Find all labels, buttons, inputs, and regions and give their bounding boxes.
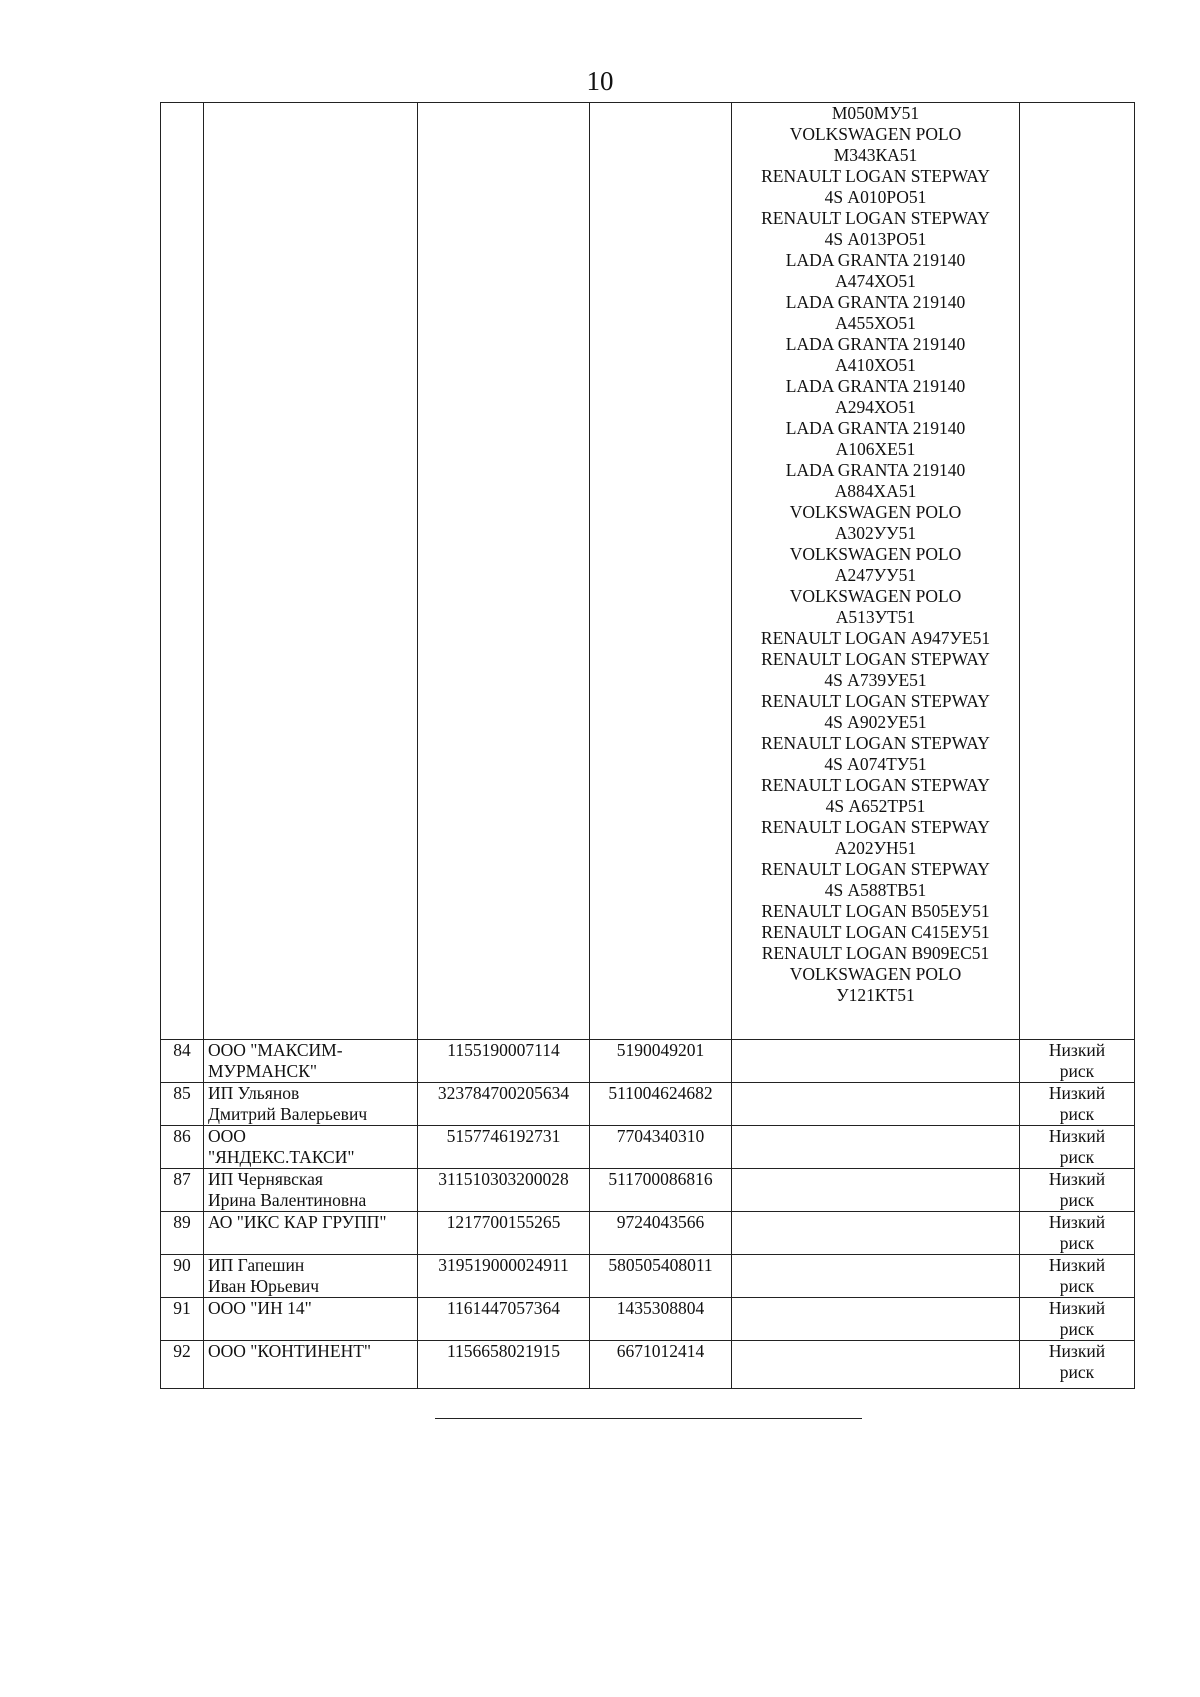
organization-name (204, 1083, 418, 1126)
field-inn: 511700086816 (608, 1169, 713, 1189)
field-inn: 1435308804 (616, 1298, 705, 1318)
row-number (161, 1212, 204, 1255)
vehicle-line: LADA GRANTA 219140 (785, 334, 966, 354)
ogrn-value (418, 1212, 590, 1255)
field-ogrn: 1155190007114 (447, 1040, 560, 1060)
field-name2: МУРМАНСК" (208, 1061, 318, 1081)
field-name1: ИП Чернявская (208, 1169, 323, 1189)
vehicle-line: RENAULT LOGAN С415ЕУ51 (761, 922, 990, 942)
organization-name (204, 1255, 418, 1298)
field-inn: 511004624682 (608, 1083, 713, 1103)
field-name2: Дмитрий Валерьевич (208, 1104, 368, 1124)
field-num: 92 (173, 1341, 191, 1361)
vehicles-value (732, 1083, 1020, 1126)
field-num: 87 (173, 1169, 191, 1189)
field-risk2: риск (1059, 1233, 1095, 1253)
field-ogrn: 323784700205634 (437, 1083, 570, 1103)
row-number (161, 1255, 204, 1298)
inn-value (590, 1341, 732, 1389)
vehicle-line: RENAULT LOGAN STEPWAY (761, 859, 990, 879)
vehicle-line: VOLKSWAGEN POLO (789, 544, 962, 564)
page-number: 10 (586, 66, 614, 96)
vehicle-line: А410ХО51 (835, 355, 916, 375)
cell-ogrn (418, 103, 590, 1040)
inn-value (590, 1169, 732, 1212)
inn-value (590, 1298, 732, 1341)
field-ogrn: 1161447057364 (446, 1298, 561, 1318)
field-ogrn: 1217700155265 (446, 1212, 561, 1232)
field-name1: ООО "МАКСИМ- (208, 1040, 343, 1060)
field-risk1: Низкий (1048, 1298, 1106, 1318)
vehicle-line: 4S А902УЕ51 (824, 712, 927, 732)
field-risk2: риск (1059, 1190, 1095, 1210)
field-risk1: Низкий (1048, 1126, 1106, 1146)
field-inn: 5190049201 (616, 1040, 705, 1060)
vehicle-line: А294ХО51 (835, 397, 916, 417)
vehicle-line: 4S А588ТВ51 (824, 880, 927, 900)
inn-value (590, 1212, 732, 1255)
field-risk1: Низкий (1048, 1341, 1106, 1361)
vehicles-value (732, 1212, 1020, 1255)
vehicle-line: LADA GRANTA 219140 (785, 418, 966, 438)
risk-category (1020, 1126, 1135, 1169)
table-row (161, 1126, 1135, 1169)
registry-table-body (161, 103, 1135, 1389)
organization-name (204, 1169, 418, 1212)
vehicle-line: А513УТ51 (835, 607, 916, 627)
field-name2: "ЯНДЕКС.ТАКСИ" (208, 1147, 355, 1167)
risk-category (1020, 1341, 1135, 1389)
organization-name (204, 1126, 418, 1169)
vehicle-line: LADA GRANTA 219140 (785, 292, 966, 312)
field-risk2: риск (1059, 1061, 1095, 1081)
cell-inn (590, 103, 732, 1040)
vehicle-line: 4S А010РО51 (824, 187, 927, 207)
field-risk2: риск (1059, 1319, 1095, 1339)
vehicle-line: А302УУ51 (834, 523, 917, 543)
vehicle-line: RENAULT LOGAN STEPWAY (761, 208, 990, 228)
field-name1: ООО "ИН 14" (208, 1298, 312, 1318)
field-risk1: Низкий (1048, 1040, 1106, 1060)
field-risk1: Низкий (1048, 1169, 1106, 1189)
field-risk1: Низкий (1048, 1083, 1106, 1103)
ogrn-value (418, 1169, 590, 1212)
vehicle-line: LADA GRANTA 219140 (785, 376, 966, 396)
vehicle-line: А247УУ51 (834, 565, 917, 585)
vehicle-line: RENAULT LOGAN STEPWAY (761, 775, 990, 795)
ogrn-value (418, 1126, 590, 1169)
cell-number (161, 103, 204, 1040)
vehicle-line: VOLKSWAGEN POLO (789, 124, 962, 144)
ogrn-value (418, 1341, 590, 1389)
field-num: 91 (173, 1298, 191, 1318)
vehicles-value (732, 1169, 1020, 1212)
vehicles-value (732, 1126, 1020, 1169)
ogrn-value (418, 1083, 590, 1126)
vehicles-value (732, 1255, 1020, 1298)
vehicle-line: А202УН51 (834, 838, 917, 858)
vehicle-line: А106ХЕ51 (835, 439, 916, 459)
table-row (161, 1341, 1135, 1389)
vehicle-line: А474ХО51 (835, 271, 916, 291)
vehicle-line: У121КТ51 (836, 985, 915, 1005)
vehicle-line: 4S А074ТУ51 (824, 754, 927, 774)
field-inn: 7704340310 (616, 1126, 705, 1146)
organization-name (204, 1298, 418, 1341)
cell-risk (1020, 103, 1135, 1040)
field-inn: 9724043566 (616, 1212, 705, 1232)
risk-category (1020, 1255, 1135, 1298)
field-risk2: риск (1059, 1147, 1095, 1167)
table-row (161, 1255, 1135, 1298)
field-name1: ИП Ульянов (208, 1083, 300, 1103)
table-row (161, 1212, 1135, 1255)
field-ogrn: 311510303200028 (438, 1169, 569, 1189)
field-name1: ООО (208, 1126, 246, 1146)
organization-name (204, 1212, 418, 1255)
vehicle-line: RENAULT LOGAN В505ЕУ51 (761, 901, 990, 921)
field-inn: 6671012414 (616, 1341, 705, 1361)
row-number (161, 1298, 204, 1341)
vehicle-line: 4S А013РО51 (824, 229, 927, 249)
vehicle-line: А884ХА51 (834, 481, 917, 501)
vehicle-line: А455ХО51 (835, 313, 916, 333)
risk-category (1020, 1169, 1135, 1212)
field-num: 85 (173, 1083, 191, 1103)
field-risk2: риск (1059, 1104, 1095, 1124)
table-row (161, 1040, 1135, 1083)
vehicle-line: RENAULT LOGAN STEPWAY (761, 649, 990, 669)
field-name2: Иван Юрьевич (208, 1276, 320, 1296)
field-num: 84 (173, 1040, 191, 1060)
field-num: 89 (173, 1212, 191, 1232)
vehicle-line: VOLKSWAGEN POLO (789, 586, 962, 606)
vehicle-line: 4S А739УЕ51 (824, 670, 927, 690)
registry-table (160, 102, 1135, 1389)
risk-category (1020, 1083, 1135, 1126)
inn-value (590, 1255, 732, 1298)
vehicle-line: VOLKSWAGEN POLO (789, 502, 962, 522)
vehicles-value (732, 1298, 1020, 1341)
continued-row (161, 103, 1135, 1040)
row-number (161, 1040, 204, 1083)
vehicle-line: LADA GRANTA 219140 (785, 250, 966, 270)
field-name1: АО "ИКС КАР ГРУПП" (208, 1212, 387, 1232)
field-ogrn: 319519000024911 (438, 1255, 569, 1275)
vehicle-line: RENAULT LOGAN В909ЕС51 (761, 943, 990, 963)
table-row (161, 1298, 1135, 1341)
risk-category (1020, 1298, 1135, 1341)
vehicle-line: RENAULT LOGAN STEPWAY (761, 817, 990, 837)
risk-category (1020, 1040, 1135, 1083)
field-ogrn: 5157746192731 (446, 1126, 561, 1146)
field-name1: ООО "КОНТИНЕНТ" (208, 1341, 372, 1361)
organization-name (204, 1341, 418, 1389)
field-ogrn: 1156658021915 (446, 1341, 561, 1361)
vehicle-line: М050МУ51 (831, 103, 920, 123)
field-name2: Ирина Валентиновна (208, 1190, 367, 1210)
inn-value (590, 1083, 732, 1126)
footer-rule (435, 1418, 862, 1419)
vehicle-line: RENAULT LOGAN STEPWAY (761, 166, 990, 186)
vehicle-line: М343КА51 (833, 145, 918, 165)
table-row (161, 1169, 1135, 1212)
vehicle-line: RENAULT LOGAN STEPWAY (761, 733, 990, 753)
vehicle-line: LADA GRANTA 219140 (785, 460, 966, 480)
organization-name (204, 1040, 418, 1083)
vehicle-line: 4S А652ТР51 (825, 796, 926, 816)
row-number (161, 1083, 204, 1126)
field-risk1: Низкий (1048, 1255, 1106, 1275)
cell-organization (204, 103, 418, 1040)
row-number (161, 1169, 204, 1212)
field-name1: ИП Гапешин (208, 1255, 305, 1275)
field-risk2: риск (1059, 1276, 1095, 1296)
ogrn-value (418, 1298, 590, 1341)
field-risk2: риск (1059, 1362, 1095, 1382)
vehicle-line: VOLKSWAGEN POLO (789, 964, 962, 984)
vehicles-value (732, 1040, 1020, 1083)
row-number (161, 1126, 204, 1169)
risk-category (1020, 1212, 1135, 1255)
field-num: 86 (173, 1126, 191, 1146)
vehicle-line: RENAULT LOGAN STEPWAY (761, 691, 990, 711)
inn-value (590, 1126, 732, 1169)
cell-vehicles (732, 103, 1020, 1040)
field-risk1: Низкий (1048, 1212, 1106, 1232)
vehicle-line: RENAULT LOGAN А947УЕ51 (760, 628, 991, 648)
ogrn-value (418, 1255, 590, 1298)
table-row (161, 1083, 1135, 1126)
row-number (161, 1341, 204, 1389)
vehicles-value (732, 1341, 1020, 1389)
field-num: 90 (173, 1255, 191, 1275)
inn-value (590, 1040, 732, 1083)
field-inn: 580505408011 (608, 1255, 713, 1275)
ogrn-value (418, 1040, 590, 1083)
